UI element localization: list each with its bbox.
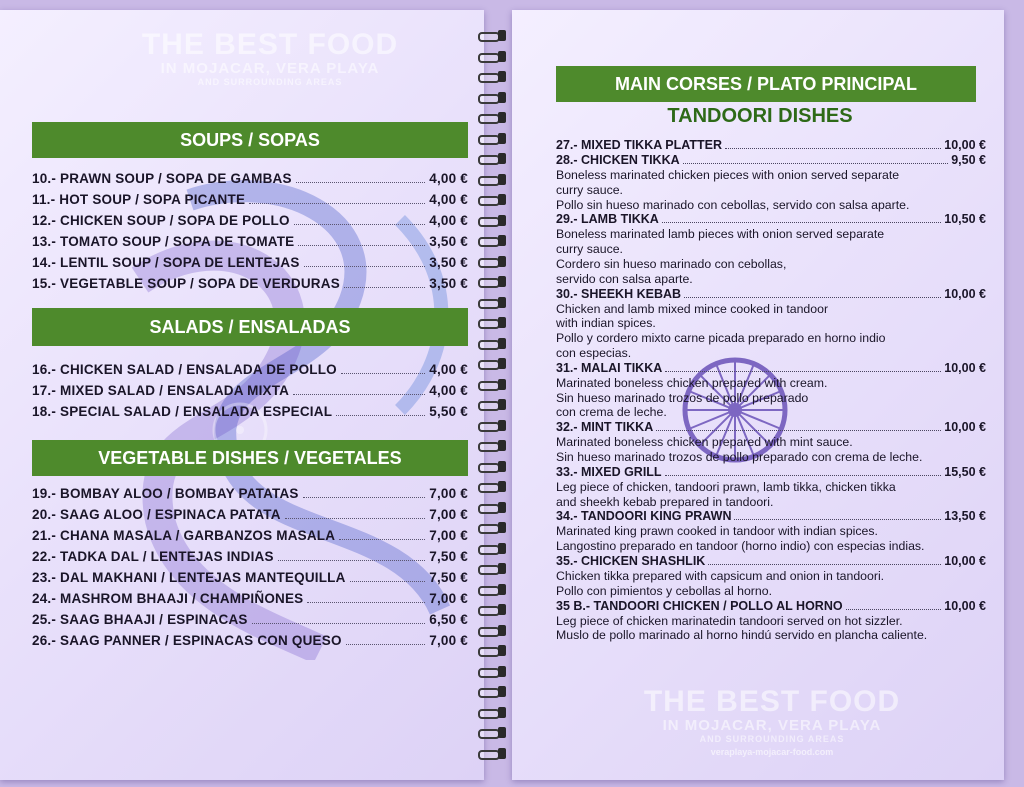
wire-icon — [478, 360, 500, 370]
dish-name: 35.- CHICKEN SHASHLIK — [556, 553, 706, 568]
dish-name: 28.- CHICKEN TIKKA — [556, 153, 680, 167]
item-name: 11.- HOT SOUP / SOPA PICANTE — [32, 192, 246, 207]
spiral-loop-icon — [478, 256, 508, 267]
dish-price: 10,00 € — [944, 598, 986, 613]
list-item — [32, 507, 468, 528]
item-name: 16.- CHICKEN SALAD / ENSALADA DE POLLO — [32, 362, 337, 377]
watermark-top-line2: IN MOJACAR, VERA PLAYA — [160, 60, 380, 77]
wire-icon — [478, 94, 500, 104]
list-item — [556, 287, 986, 361]
spiral-loop-icon — [478, 543, 508, 554]
item-name: 21.- CHANA MASALA / GARBANZOS MASALA — [32, 528, 336, 543]
punch-hole-icon — [498, 51, 506, 62]
spiral-loop-icon — [478, 399, 508, 410]
wire-icon — [478, 688, 500, 698]
punch-hole-icon — [498, 604, 506, 615]
watermark-url: veraplaya-mojacar-food.com — [710, 747, 834, 758]
punch-hole-icon — [498, 502, 506, 513]
punch-hole-icon — [498, 625, 506, 636]
item-price: 4,00 € — [429, 383, 468, 398]
item-name: 25.- SAAG BHAAJI / ESPINACAS — [32, 612, 248, 627]
main-courses-title: MAIN CORSES / PLATO PRINCIPAL — [614, 73, 918, 94]
watermark-bottom-line3: AND SURROUNDING AREAS — [699, 733, 845, 744]
punch-hole-icon — [498, 645, 506, 656]
dot-leader — [665, 371, 941, 372]
list-item — [556, 138, 986, 153]
spiral-loop-icon — [478, 235, 508, 246]
item-price: 3,50 € — [429, 255, 468, 270]
dish-name: 34.- TANDOORI KING PRAWN — [556, 509, 732, 524]
spiral-loop-icon — [478, 686, 508, 697]
soups-title: SOUPS / SOPAS — [180, 129, 320, 150]
dot-leader — [656, 430, 941, 431]
spiral-loop-icon — [478, 461, 508, 472]
dish-price: 15,50 € — [944, 464, 986, 479]
punch-hole-icon — [498, 338, 506, 349]
list-item — [32, 570, 468, 591]
item-name: 24.- MASHROM BHAAJI / CHAMPIÑONES — [32, 591, 304, 606]
punch-hole-icon — [498, 256, 506, 267]
punch-hole-icon — [498, 317, 506, 328]
list-item — [32, 255, 468, 276]
item-name: 17.- MIXED SALAD / ENSALADA MIXTA — [32, 383, 290, 398]
salads-title: SALADS / ENSALADAS — [149, 316, 351, 337]
punch-hole-icon — [498, 707, 506, 718]
punch-hole-icon — [498, 727, 506, 738]
punch-hole-icon — [498, 112, 506, 123]
item-name: 19.- BOMBAY ALOO / BOMBAY PATATAS — [32, 486, 299, 501]
dot-leader — [662, 222, 942, 223]
spiral-loop-icon — [478, 522, 508, 533]
list-item — [32, 362, 468, 383]
item-price: 7,00 € — [429, 486, 468, 501]
wire-icon — [478, 381, 500, 391]
soups-list — [32, 171, 468, 297]
watermark-bottom-line2: IN MOJACAR, VERA PLAYA — [662, 717, 882, 734]
punch-hole-icon — [498, 30, 506, 41]
salads-banner — [32, 308, 468, 346]
punch-hole-icon — [498, 399, 506, 410]
dot-leader — [350, 581, 426, 582]
wire-icon — [478, 565, 500, 575]
item-name: 23.- DAL MAKHANI / LENTEJAS MANTEQUILLA — [32, 570, 346, 585]
dish-name: 35 B.- TANDOORI CHICKEN / POLLO AL HORNO — [556, 598, 843, 613]
dot-leader — [304, 266, 426, 267]
list-item — [556, 420, 986, 465]
dish-price: 10,00 € — [944, 553, 986, 568]
spiral-loop-icon — [478, 92, 508, 103]
wire-icon — [478, 463, 500, 473]
punch-hole-icon — [498, 440, 506, 451]
item-price: 7,00 € — [429, 528, 468, 543]
wire-icon — [478, 709, 500, 719]
wire-icon — [478, 73, 500, 83]
spiral-loop-icon — [478, 584, 508, 595]
wire-icon — [478, 340, 500, 350]
list-item — [32, 528, 468, 549]
dot-leader — [296, 182, 426, 183]
list-item — [32, 486, 468, 507]
wire-icon — [478, 53, 500, 63]
menu-page-left — [0, 10, 484, 780]
punch-hole-icon — [498, 174, 506, 185]
dish-price: 10,00 € — [944, 138, 986, 152]
item-price: 4,00 € — [429, 171, 468, 186]
wire-icon — [478, 217, 500, 227]
dot-leader — [278, 560, 426, 561]
punch-hole-icon — [498, 215, 506, 226]
dot-leader — [285, 518, 426, 519]
item-name: 15.- VEGETABLE SOUP / SOPA DE VERDURAS — [32, 276, 340, 291]
list-item — [32, 276, 468, 297]
punch-hole-icon — [498, 461, 506, 472]
wire-icon — [478, 237, 500, 247]
spiral-loop-icon — [478, 338, 508, 349]
wire-icon — [478, 319, 500, 329]
dot-leader — [293, 394, 425, 395]
spiral-loop-icon — [478, 112, 508, 123]
wire-icon — [478, 299, 500, 309]
item-price: 7,00 € — [429, 633, 468, 648]
wire-icon — [478, 422, 500, 432]
dot-leader — [346, 644, 426, 645]
wire-icon — [478, 135, 500, 145]
watermark-top-line1: THE BEST FOOD — [141, 28, 399, 61]
main-courses-banner — [556, 66, 976, 102]
list-item — [32, 549, 468, 570]
list-item — [32, 404, 468, 425]
wire-icon — [478, 750, 500, 760]
punch-hole-icon — [498, 420, 506, 431]
dish-name: 27.- MIXED TIKKA PLATTER — [556, 138, 722, 152]
tandoori-subtitle: TANDOORI DISHES — [667, 105, 853, 127]
item-price: 4,00 € — [429, 362, 468, 377]
item-name: 26.- SAAG PANNER / ESPINACAS CON QUESO — [32, 633, 342, 648]
dish-description: Leg piece of chicken marinatedin tandoori served on hot sizzler. Muslo de pollo marinado al horno hindú servido en plancha caliente. — [556, 613, 928, 643]
item-price: 7,50 € — [429, 549, 468, 564]
punch-hole-icon — [498, 92, 506, 103]
dish-name: 32.- MINT TIKKA — [556, 420, 654, 435]
spiral-loop-icon — [478, 563, 508, 574]
spiral-loop-icon — [478, 133, 508, 144]
spiral-loop-icon — [478, 153, 508, 164]
spiral-loop-icon — [478, 748, 508, 759]
item-price: 3,50 € — [429, 276, 468, 291]
watermark-top — [70, 28, 470, 87]
dish-description: Marinated king prawn cooked in tandoor with indian spices. Langostino preparado en tandoor (horno indio) con especias indias. — [556, 524, 925, 554]
wire-icon — [478, 176, 500, 186]
wire-icon — [478, 545, 500, 555]
vegetables-title: VEGETABLE DISHES / VEGETALES — [98, 447, 402, 468]
spiral-loop-icon — [478, 297, 508, 308]
list-item — [556, 599, 986, 644]
item-price: 7,00 € — [429, 507, 468, 522]
dish-description: Boneless marinated lamb pieces with onion served separate curry sauce. Cordero sin hueso marinado con cebollas, servido con salsa aparte. — [556, 227, 885, 286]
tandoori-dish-list — [556, 138, 986, 643]
dot-leader — [336, 415, 425, 416]
punch-hole-icon — [498, 686, 506, 697]
punch-hole-icon — [498, 133, 506, 144]
dish-description: Marinated boneless chicken prepared with cream. Sin hueso marinado trozos de pollo preparado con crema de leche. — [556, 375, 828, 420]
vegetables-banner — [32, 440, 468, 476]
dish-description: Marinated boneless chicken prepared with mint sauce. Sin hueso marinado trozos de pollo preparado con crema de leche. — [556, 435, 923, 464]
spiral-loop-icon — [478, 420, 508, 431]
wire-icon — [478, 483, 500, 493]
spiral-loop-icon — [478, 30, 508, 41]
spiral-loop-icon — [478, 666, 508, 677]
dot-leader — [341, 373, 425, 374]
dot-leader — [249, 203, 425, 204]
wire-icon — [478, 627, 500, 637]
dish-description: Chicken tikka prepared with capsicum and onion in tandoori. Pollo con pimientos y cebollas al horno. — [556, 568, 885, 598]
item-price: 3,50 € — [429, 234, 468, 249]
spiral-loop-icon — [478, 604, 508, 615]
wire-icon — [478, 729, 500, 739]
spiral-loop-icon — [478, 276, 508, 287]
item-name: 22.- TADKA DAL / LENTEJAS INDIAS — [32, 549, 274, 564]
spiral-loop-icon — [478, 440, 508, 451]
list-item — [556, 465, 986, 510]
list-item — [556, 361, 986, 420]
item-price: 7,50 € — [429, 570, 468, 585]
dot-leader — [294, 224, 426, 225]
watermark-bottom-line1: THE BEST FOOD — [643, 685, 901, 718]
dot-leader — [252, 623, 426, 624]
wire-icon — [478, 524, 500, 534]
wire-icon — [478, 114, 500, 124]
item-name: 18.- SPECIAL SALAD / ENSALADA ESPECIAL — [32, 404, 333, 419]
list-item — [556, 554, 986, 599]
spiral-loop-icon — [478, 194, 508, 205]
item-price: 4,00 € — [429, 192, 468, 207]
list-item — [32, 633, 468, 654]
punch-hole-icon — [498, 276, 506, 287]
dish-description: Boneless marinated chicken pieces with onion served separate curry sauce. Pollo sin hueso marinado con cebollas, servido con salsa aparte. — [556, 168, 910, 212]
punch-hole-icon — [498, 522, 506, 533]
list-item — [32, 171, 468, 192]
item-name: 13.- TOMATO SOUP / SOPA DE TOMATE — [32, 234, 295, 249]
spiral-loop-icon — [478, 502, 508, 513]
dot-leader — [734, 519, 941, 520]
dish-name: 33.- MIXED GRILL — [556, 464, 662, 479]
punch-hole-icon — [498, 71, 506, 82]
spiral-loop-icon — [478, 625, 508, 636]
vegetables-list — [32, 486, 468, 654]
watermark-top-line3: AND SURROUNDING AREAS — [197, 76, 343, 87]
spiral-loop-icon — [478, 71, 508, 82]
item-name: 10.- PRAWN SOUP / SOPA DE GAMBAS — [32, 171, 292, 186]
list-item — [556, 153, 986, 212]
punch-hole-icon — [498, 666, 506, 677]
dish-price: 10,00 € — [944, 420, 986, 435]
item-price: 7,00 € — [429, 591, 468, 606]
punch-hole-icon — [498, 748, 506, 759]
dish-name: 29.- LAMB TIKKA — [556, 212, 659, 227]
item-price: 5,50 € — [429, 404, 468, 419]
dish-price: 13,50 € — [944, 509, 986, 524]
dot-leader — [307, 602, 425, 603]
dish-name: 30.- SHEEKH KEBAB — [556, 286, 682, 301]
watermark-bottom — [612, 685, 932, 758]
dot-leader — [846, 609, 942, 610]
dish-price: 9,50 € — [951, 153, 986, 167]
salads-list — [32, 362, 468, 425]
wire-icon — [478, 32, 500, 42]
punch-hole-icon — [498, 584, 506, 595]
dish-name: 31.- MALAI TIKKA — [556, 360, 663, 375]
wire-icon — [478, 155, 500, 165]
item-name: 12.- CHICKEN SOUP / SOPA DE POLLO — [32, 213, 290, 228]
item-price: 6,50 € — [429, 612, 468, 627]
item-name: 20.- SAAG ALOO / ESPINACA PATATA — [32, 507, 281, 522]
dot-leader — [298, 245, 425, 246]
dot-leader — [344, 287, 425, 288]
wire-icon — [478, 278, 500, 288]
spiral-loop-icon — [478, 707, 508, 718]
wire-icon — [478, 196, 500, 206]
spiral-loop-icon — [478, 379, 508, 390]
dot-leader — [303, 497, 426, 498]
item-name: 14.- LENTIL SOUP / SOPA DE LENTEJAS — [32, 255, 300, 270]
list-item — [32, 234, 468, 255]
spiral-binding — [468, 30, 518, 770]
punch-hole-icon — [498, 379, 506, 390]
list-item — [32, 383, 468, 404]
wire-icon — [478, 668, 500, 678]
item-price: 4,00 € — [429, 213, 468, 228]
wire-icon — [478, 606, 500, 616]
wire-icon — [478, 586, 500, 596]
punch-hole-icon — [498, 358, 506, 369]
punch-hole-icon — [498, 297, 506, 308]
dish-price: 10,00 € — [944, 286, 986, 301]
spiral-loop-icon — [478, 727, 508, 738]
dish-price: 10,50 € — [944, 212, 986, 227]
spiral-loop-icon — [478, 215, 508, 226]
list-item — [32, 213, 468, 234]
list-item — [32, 192, 468, 213]
dish-description: Chicken and lamb mixed mince cooked in tandoor with indian spices. Pollo y cordero mixto carne picada preparado en horno indio con especias. — [556, 301, 886, 360]
list-item — [32, 612, 468, 633]
dot-leader — [684, 297, 941, 298]
dot-leader — [339, 539, 425, 540]
spiral-loop-icon — [478, 174, 508, 185]
dish-price: 10,00 € — [944, 360, 986, 375]
punch-hole-icon — [498, 543, 506, 554]
dot-leader — [665, 475, 942, 476]
spiral-loop-icon — [478, 645, 508, 656]
punch-hole-icon — [498, 235, 506, 246]
punch-hole-icon — [498, 153, 506, 164]
dot-leader — [725, 148, 941, 149]
spiral-loop-icon — [478, 317, 508, 328]
spiral-loop-icon — [478, 481, 508, 492]
punch-hole-icon — [498, 194, 506, 205]
soups-banner — [32, 122, 468, 158]
spiral-loop-icon — [478, 358, 508, 369]
wire-icon — [478, 258, 500, 268]
wire-icon — [478, 647, 500, 657]
wire-icon — [478, 442, 500, 452]
dot-leader — [683, 163, 949, 164]
dish-description: Leg piece of chicken, tandoori prawn, lamb tikka, chicken tikka and sheekh kebab prepared in tandoori. — [556, 479, 896, 509]
spiral-loop-icon — [478, 51, 508, 62]
punch-hole-icon — [498, 481, 506, 492]
punch-hole-icon — [498, 563, 506, 574]
list-item — [32, 591, 468, 612]
list-item — [556, 212, 986, 286]
list-item — [556, 509, 986, 554]
wire-icon — [478, 504, 500, 514]
wire-icon — [478, 401, 500, 411]
dot-leader — [708, 564, 941, 565]
